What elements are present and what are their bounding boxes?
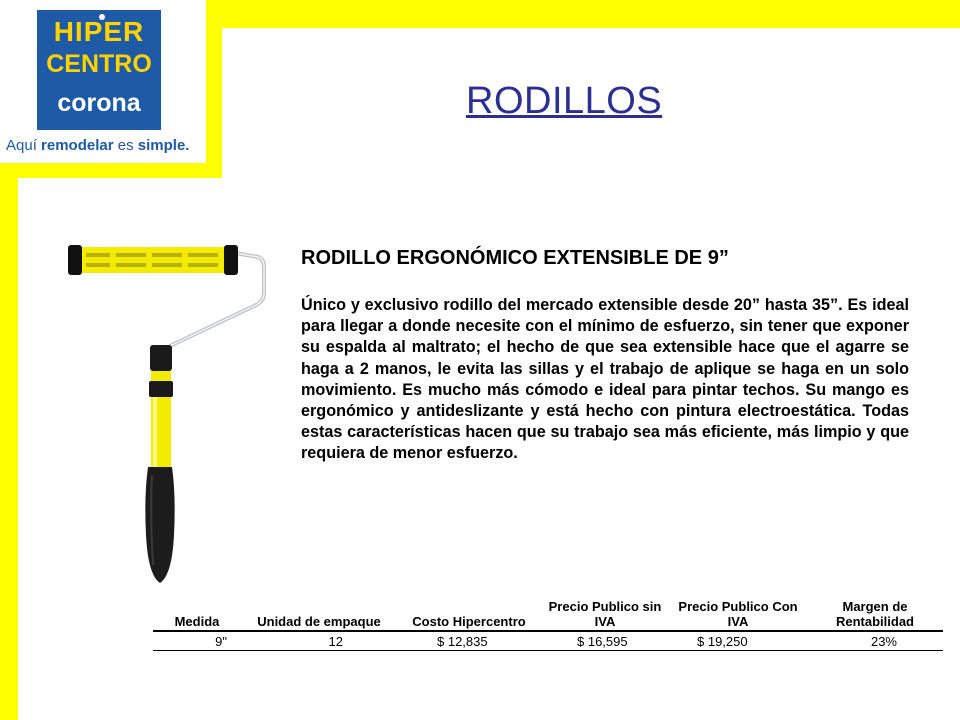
cell-medida: 9" bbox=[153, 631, 241, 651]
header-unidad: Unidad de empaque bbox=[241, 591, 397, 631]
cell-precio-con-iva: $ 19,250 bbox=[669, 631, 807, 651]
cell-margen: 23% bbox=[807, 631, 943, 651]
header-precio-con-iva: Precio Publico Con IVA bbox=[669, 591, 807, 631]
logo-text-corona: corona bbox=[57, 89, 141, 117]
cell-precio-sin-iva: $ 16,595 bbox=[541, 631, 669, 651]
logo-panel bbox=[0, 0, 206, 163]
table-header-row bbox=[153, 591, 943, 631]
paint-roller-image bbox=[60, 235, 280, 595]
product-description: Único y exclusivo rodillo del mercado extensible desde 20” hasta 35”. Es ideal para llegar a donde necesite con el mínimo de esfuerzo, sin tener que exponer su espalda al maltrato; el hecho de que sea extensible hace que el agarre se haga a 2 manos, le evita las sillas y el trabajo de aplique se haga en un solo movimiento. Es mucho más cómodo e ideal para pintar techos. Su mango es ergonómico y antideslizante y está hecho con pintura electroestática. Todas estas características hacen que su trabajo sea más eficiente, más limpio y que requiera de menor esfuerzo. bbox=[301, 296, 909, 463]
logo-text-hiper: HIPER bbox=[53, 16, 145, 47]
cell-unidad: 12 bbox=[241, 631, 397, 651]
cell-costo: $ 12,835 bbox=[397, 631, 541, 651]
price-table bbox=[153, 591, 943, 651]
header-medida: Medida bbox=[153, 591, 241, 631]
logo-tagline: Aquí remodelar es simple. bbox=[6, 137, 190, 154]
header-margen: Margen de Rentabilidad bbox=[807, 591, 943, 631]
header-costo: Costo Hipercentro bbox=[397, 591, 541, 631]
table-row bbox=[153, 631, 943, 651]
product-title: RODILLO ERGONÓMICO EXTENSIBLE DE 9” bbox=[301, 247, 729, 269]
hipercentro-logo bbox=[37, 10, 161, 130]
logo-text-centro: CENTRO bbox=[46, 50, 152, 78]
page-title[interactable]: RODILLOS bbox=[466, 80, 663, 122]
header-precio-sin-iva: Precio Publico sin IVA bbox=[541, 591, 669, 631]
